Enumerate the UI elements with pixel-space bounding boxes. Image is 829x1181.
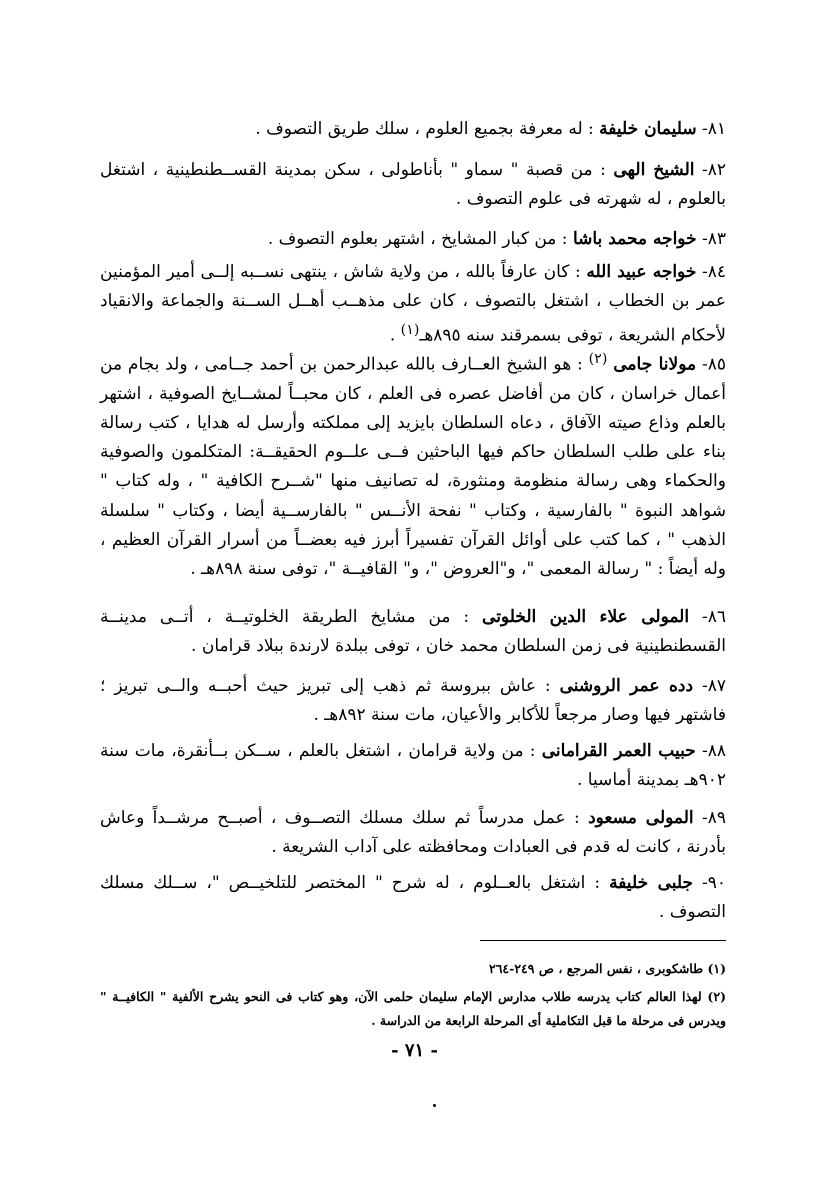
entry-text: : كان عارفاً بالله ، من ولاية شاش ، ينتهى نســبه إلــى أمير المؤمنين عمر بن الخطاب ، اشتغل بالتصوف ، كان على مذهــب أهــل الســنة والجماعة والانقياد لأحكام الشريعة ، توفى بسمرقند سنه ٨٩٥هـ	[100, 262, 726, 347]
entry-number: ٨٧-	[701, 676, 726, 696]
entry-text: : عاش ببروسة ثم ذهب إلى تبريز حيث أحبــه والــى تبريز ؛ فاشتهر فيها وصار مرجعاً للأكابر والأعيان، مات سنة ٨٩٢هـ .	[100, 676, 726, 726]
entry-name: حبيب العمر القرامانى	[541, 741, 696, 761]
footnote-separator	[480, 940, 726, 941]
footnote-1	[100, 957, 726, 981]
page-number: - ٧١ -	[391, 1040, 438, 1061]
entry-number: ٩٠-	[701, 873, 726, 893]
entry-84	[100, 258, 726, 351]
entry-text: : من كبار المشايخ ، اشتهر بعلوم التصوف .	[267, 229, 568, 249]
entry-name: خواجه عبيد الله	[586, 262, 697, 282]
entry-88	[100, 737, 726, 795]
entry-number: ٨٥-	[701, 354, 726, 375]
footnote-text: لهذا العالم كتاب يدرسه طلاب مدارس الإمام سليمان حلمى الآن، وهو كتاب فى النحو يشرح الألفية " الكافيــة " ويدرس فى مرحلة ما قبل التكاملية أى المرحلة الرابعة من الدراسة .	[100, 989, 726, 1028]
entry-89	[100, 804, 726, 862]
entry-text: : له معرفة بجميع العلوم ، سلك طريق التصوف .	[255, 119, 594, 139]
entry-name: خواجه محمد باشا	[572, 229, 697, 249]
entry-90	[100, 869, 726, 927]
entry-text: : من مشايخ الطريقة الخلوتيــة ، أتــى مدينــة القسطنطينية فى زمن السلطان محمد خان ، توفى ببلدة لارندة ببلاد قرامان .	[100, 607, 726, 657]
entry-85	[100, 345, 726, 584]
entry-number: ٨٩-	[702, 808, 727, 828]
footnote-mark: (١)	[707, 961, 726, 976]
entry-number: ٨٤-	[702, 262, 727, 282]
entry-name: المولى علاء الدين الخلوتى	[482, 607, 690, 627]
entry-text: : اشتغل بالعــلوم ، له شرح " المختصر للتلخيــص "، ســلك مسلك التصوف .	[100, 873, 726, 923]
entry-text: : من قصبة " سماو " بأناطولى ، سكن بمدينة القســطنطينية ، اشتغل بالعلوم ، له شهرته فى علوم التصوف .	[100, 160, 726, 210]
entry-text: : عمل مدرساً ثم سلك مسلك التصــوف ، أصبــح مرشــداً وعاش بأدرنة ، كانت له قدم فى العبادات ومحافظته على آداب الشريعة .	[100, 808, 726, 858]
entry-name: جلبى خليفة	[609, 873, 693, 893]
entry-text: : من ولاية قرامان ، اشتغل بالعلم ، ســكن بــأنقرة، مات سنة ٩٠٢هـ بمدينة أماسيا .	[100, 741, 726, 791]
entry-number: ٨٦-	[702, 607, 727, 627]
footnote-text: طاشكوبرى ، نفس المرجع ، ص ٢٤٩-٢٦٤	[488, 961, 704, 976]
entry-83	[100, 225, 726, 254]
scan-speck	[433, 1104, 436, 1107]
entry-number: ٨٨-	[702, 741, 727, 761]
entry-number: ٨٣-	[701, 229, 726, 249]
entry-name: المولى مسعود	[588, 808, 694, 828]
entry-82	[100, 156, 726, 214]
entry-87	[100, 672, 726, 730]
entry-name: الشيخ الهى	[613, 160, 695, 180]
entry-name: مولانا جامى	[613, 354, 697, 375]
footnote-2	[100, 985, 726, 1033]
entry-name: دده عمر الروشنى	[559, 676, 694, 696]
entry-81	[100, 115, 726, 144]
footnote-ref-2: (٢)	[588, 351, 608, 367]
entry-tail: .	[389, 326, 401, 347]
entry-number: ٨١-	[701, 119, 726, 139]
footnote-mark: (٢)	[707, 989, 726, 1004]
footnote-ref-1: (١)	[400, 322, 420, 339]
entry-86	[100, 603, 726, 661]
entry-text: : هو الشيخ العــارف بالله عبدالرحمن بن أحمد جــامى ، ولد بجام من أعمال خراسان ، كان من أفاضل عصره فى العلم ، كان محبــاً لمشــايخ الصوفية ، اشتهر بالعلم وذاع صيته الآفاق ، دعاه السلطان بايزيد إلى مملكته وأرسل له هدايا ، كتب رسالة بناء على طلب السلطان حاكم فيها الباحثين فــى علــوم الحقيقــة: المتكلمون والصوفية والحكماء وهى رسالة منظومة ومنثورة، له تصانيف منها "شــرح الكافية " ، وله كتاب " شواهد النبوة " بالفارسية ، وكتاب " نفحة الأنــس " بالفارســية أيضا ، وكتاب " سلسلة الذهب " ، كما كتب على أوائل القرآن تفسيراً أبرز فيه بعضــاً من أسرار القرآن العظيم ، وله أيضاً : " رسالة المعمى "، و"العروض "، و" القافيــة "، توفى سنة ٨٩٨هـ .	[100, 354, 726, 580]
entry-name: سليمان خليفة	[599, 119, 697, 139]
entry-number: ٨٢-	[702, 160, 727, 180]
